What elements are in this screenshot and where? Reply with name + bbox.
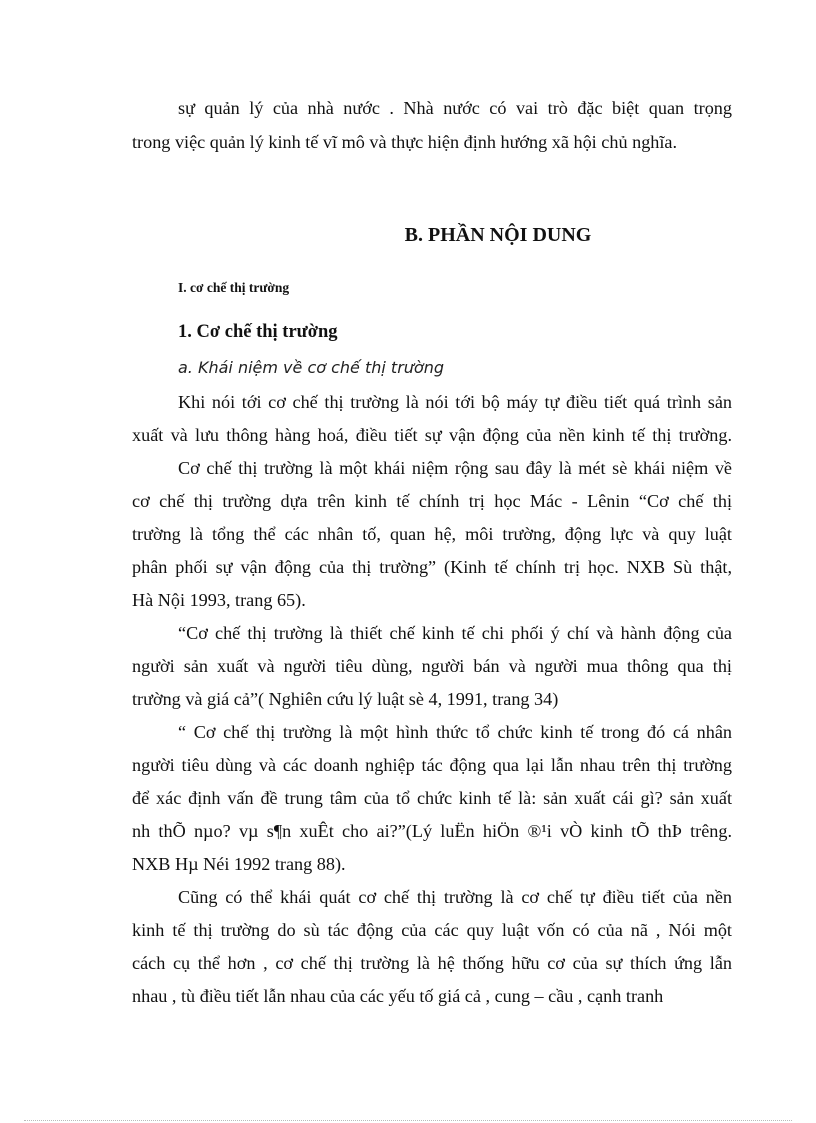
paragraph-3-line-3: trường và giá cả”( Nghiên cứu lý luật sè 4, 1991, trang 34) <box>132 689 559 709</box>
paragraph-5-line-4: nhau , tù điều tiết lẫn nhau của các yếu tố giá cả , cung – cầu , cạnh tranh <box>132 986 664 1006</box>
paragraph-4-line-5: NXB Hµ Néi 1992 trang 88). <box>132 854 346 874</box>
paragraph-4-line-2: người tiêu dùng và các doanh nghiệp tác động qua lại lẫn nhau trên thị trường <box>132 755 732 775</box>
paragraph-1-line-1: Khi nói tới cơ chế thị trường là nói tới bộ máy tự điều tiết quá trình sản <box>178 392 732 412</box>
paragraph-2-line-1: Cơ chế thị trường là một khái niệm rộng sau đây là mét sè khái niệm về <box>178 458 732 478</box>
section-i-heading: I. cơ chế thị trường <box>178 280 290 295</box>
paragraph-4-line-1: “ Cơ chế thị trường là một hình thức tổ chức kinh tế trong đó cá nhân <box>178 722 732 742</box>
paragraph-2-line-4: phân phối sự vận động của thị trường” (Kinh tế chính trị học. NXB Sù thật, <box>132 557 732 577</box>
section-b-heading: B. PHẦN NỘI DUNG <box>404 224 592 246</box>
paragraph-2-line-3: trường là tổng thể các nhân tố, quan hệ, môi trường, động lực và quy luật <box>132 524 732 544</box>
paragraph-4-line-4: nh thÕ nµo? vµ s¶n xuÊt cho ai?”(Lý luËn hiÖn ®¹i vÒ kinh tÕ thÞ trêng. <box>132 821 732 841</box>
paragraph-2-line-2: cơ chế thị trường dựa trên kinh tế chính trị học Mác - Lênin “Cơ chế thị <box>132 491 732 511</box>
paragraph-5-line-1: Cũng có thể khái quát cơ chế thị trường là cơ chế tự điều tiết của nền <box>178 887 732 907</box>
paragraph-3-line-2: người sản xuất và người tiêu dùng, người bán và người mua thông qua thị <box>132 656 732 676</box>
paragraph-5-line-3: cách cụ thể hơn , cơ chế thị trường là hệ thống hữu cơ của sự thích ứng lẫn <box>132 953 732 973</box>
intro-line-1: sự quản lý của nhà nước . Nhà nước có vai trò đặc biệt quan trọng <box>178 98 732 118</box>
intro-line-2: trong việc quản lý kinh tế vĩ mô và thực hiện định hướng xã hội chủ nghĩa. <box>132 132 678 152</box>
paragraph-4-line-3: để xác định vấn đề trung tâm của tổ chức kinh tế là: sản xuất cái gì? sản xuất <box>132 788 732 808</box>
paragraph-2-line-5: Hà Nội 1993, trang 65). <box>132 590 306 610</box>
section-1-heading: 1. Cơ chế thị trường <box>178 322 338 342</box>
section-a-heading: a. Khái niệm về cơ chế thị trường <box>178 358 445 377</box>
page-bottom-divider <box>24 1120 792 1121</box>
paragraph-5-line-2: kinh tế thị trường do sù tác động của các quy luật vốn có của nã , Nói một <box>132 920 732 940</box>
paragraph-1-line-2: xuất và lưu thông hàng hoá, điều tiết sự vận động của nền kinh tế thị trường. <box>132 425 732 445</box>
paragraph-3-line-1: “Cơ chế thị trường là thiết chế kinh tế chi phối ý chí và hành động của <box>178 623 732 643</box>
